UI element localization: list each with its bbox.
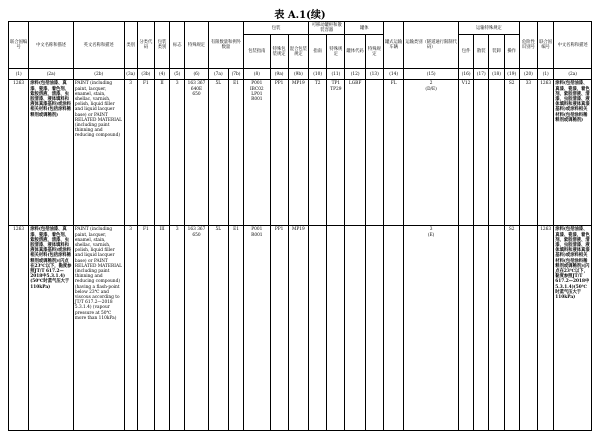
cell-tank-code: LGBF (345, 80, 365, 226)
cell-eq: E1 (228, 80, 243, 226)
cell-cn-r: 涂料(包括油漆、真漆、瓷漆、着色剂、紫胶溶液、清漆、虫胶清漆、液体填料和液体真漆基料)或涂料相关材料(包括涂料稀释剂或调稀剂) (554, 80, 592, 226)
transport-category: 3 (429, 227, 433, 233)
column-number-cell: (2b) (73, 69, 124, 80)
header-row-1 (9, 22, 592, 35)
cell-spp: PP1 (270, 80, 288, 226)
cell-op: S2 (504, 80, 519, 226)
cell-pg: II (154, 80, 169, 226)
cell-bulk (474, 226, 489, 431)
column-number-cell: (20) (519, 69, 537, 80)
header-un-number: 联合国编号 (9, 22, 29, 69)
header-packaging-group: 包装 (244, 22, 309, 35)
cell-un: 1263 (9, 226, 29, 431)
cell-eq: E1 (228, 226, 243, 431)
column-number-cell: (10) (309, 69, 327, 80)
cell-cls: 3 (124, 80, 137, 226)
header-tank-sub: 罐体 (345, 22, 384, 35)
header-packing-group: 包装类别 (154, 22, 169, 69)
cell-op: S2 (504, 226, 519, 431)
cell-t-sp: TP1 TP29 (327, 80, 345, 226)
table-row (9, 226, 592, 431)
cell-mix: MP19 (288, 80, 308, 226)
column-number-cell: (11) (327, 69, 345, 80)
column-number-cell: (9a) (270, 69, 288, 80)
cell-code: F1 (137, 226, 154, 431)
cell-tank-sp (365, 226, 383, 431)
column-number-cell: (14) (383, 69, 403, 80)
cell-tank-sp (365, 80, 383, 226)
header-tank-group: 可移动罐柜和散装容器 (309, 22, 345, 35)
cell-pi: P001 IBC02 LP01 R001 (244, 80, 270, 226)
cell-load (489, 80, 504, 226)
cell-t-inst (309, 226, 327, 431)
table-row (9, 80, 592, 226)
column-number-cell: (4) (154, 69, 169, 80)
header-cn-name: 中文名称和描述 (29, 22, 74, 69)
column-number-cell: (19) (504, 69, 519, 80)
column-number-cell: (16) (458, 69, 473, 80)
cell-hin: 33 (519, 80, 537, 226)
cell-pkg: V12 (458, 80, 473, 226)
header-special-group: 运输特殊规定 (458, 22, 519, 35)
column-number-cell: (3b) (137, 69, 154, 80)
cell-mix: MP19 (288, 226, 308, 431)
header-operation: 操作 (504, 35, 519, 69)
cell-lq: 5L (208, 226, 228, 431)
column-number-cell: (15) (404, 69, 459, 80)
column-number-cell: (6) (185, 69, 208, 80)
column-number-cell: (7a) (208, 69, 228, 80)
header-packing-instructions: 包装指南 (244, 35, 270, 69)
header-hazard-id: 危险性识别号 (519, 22, 537, 69)
header-limited-quantity: 有限数量和例外数量 (208, 22, 243, 69)
cell-en: PAINT (including paint, lacquer, enamel, stain, shellac, varnish, polish, liquid filler and liquid lacquer base) or PAINT RELATED MATERIAL (including paint thinning and reducing compound) (73, 80, 124, 226)
cell-t-inst: T2 (309, 80, 327, 226)
header-mixed-packing: 混合包装规定 (288, 35, 308, 69)
column-number-cell: (2a) (554, 69, 592, 80)
cell-code: F1 (137, 80, 154, 226)
cell-bulk (474, 80, 489, 226)
column-number-row (9, 69, 592, 80)
column-number-cell: (7b) (228, 69, 243, 80)
header-tank-code-special: 特殊规定 (365, 35, 383, 69)
header-tank-code: 罐体代码 (345, 35, 365, 69)
column-number-cell: (1) (538, 69, 554, 80)
cell-pi: P001 R001 (244, 226, 270, 431)
cell-pkg (458, 226, 473, 431)
header-bulk: 散装 (474, 35, 489, 69)
transport-category: 2 (429, 81, 433, 87)
header-tank-instructions: 指南 (309, 35, 327, 69)
column-number-cell: (12) (345, 69, 365, 80)
tunnel-code: (D/E) (425, 86, 437, 92)
header-special-packing: 特殊包装规定 (270, 35, 288, 69)
column-number-cell: (9b) (288, 69, 308, 80)
header-class-code: 分类代码 (137, 22, 154, 69)
cell-cat (404, 226, 459, 431)
cell-label: 3 (170, 226, 185, 431)
cell-lq: 5L (208, 80, 228, 226)
header-cn-name-right: 中文名称和描述 (554, 22, 592, 69)
cell-cls: 3 (124, 226, 137, 431)
header-special-provisions: 特殊规定 (185, 22, 208, 69)
column-number-cell: (3a) (124, 69, 137, 80)
column-number-cell: (2a) (29, 69, 74, 80)
cell-pg: III (154, 226, 169, 431)
column-number-cell: (13) (365, 69, 383, 80)
header-transport-category: 运输类别（隧道通行限制代码） (404, 22, 459, 69)
cell-un-r: 1263 (538, 80, 554, 226)
cell-en: PAINT (including paint, lacquer, enamel, stain, shellac, varnish, polish, liquid filler and liquid lacquer base) or PAINT RELATED MATERIAL (including paint thinning and reducing compound) (having a flash-point below 23℃ and viscous according to JT/T 617.2—2018 5.3.1.4) (vapour pressure at 50℃ more than 110kPa) (73, 226, 124, 431)
cell-sp: 163 367 650 (185, 226, 208, 431)
column-number-cell: (8) (244, 69, 270, 80)
cell-un: 1263 (9, 80, 29, 226)
cell-vehicle: FL (383, 80, 403, 226)
header-package: 包件 (458, 35, 473, 69)
cell-spp: PP1 (270, 226, 288, 431)
cell-sp: 163 367 640E 650 (185, 80, 208, 226)
header-en-name: 英文名称和描述 (73, 22, 124, 69)
cell-vehicle (383, 226, 403, 431)
header-tank-special: 特殊规定 (327, 35, 345, 69)
column-number-cell: (5) (170, 69, 185, 80)
page-title: 表 A.1(续) (274, 10, 326, 21)
cell-load (489, 226, 504, 431)
column-number-cell: (1) (9, 69, 29, 80)
column-number-cell: (17) (474, 69, 489, 80)
cell-cn: 涂料(包括油漆、真漆、瓷漆、着色剂、紫胶溶液、清漆、虫胶清漆、液体填料和液体真漆基料)或涂料相关材料(包括涂料稀释剂或调稀剂)(闪点在23℃以下，黏度参照JT/T 617.2—2018中5.3.1.4)(50℃时蒸气压大于110kPa) (29, 226, 74, 431)
cell-label: 3 (170, 80, 185, 226)
header-class: 类别 (124, 22, 137, 69)
tunnel-code: (E) (427, 232, 435, 238)
header-un-number-right: 联合国编号 (538, 22, 554, 69)
cell-cn: 涂料(包括油漆、真漆、瓷漆、着色剂、紫胶溶液、清漆、虫胶清漆、液体填料和液体真漆基料)或涂料相关材料(包括涂料稀释剂或调稀剂) (29, 80, 74, 226)
header-tank-vehicle: 罐式运输车辆 (383, 22, 403, 69)
cell-hin (519, 226, 537, 431)
header-label: 标志 (170, 22, 185, 69)
cell-un-r: 1263 (538, 226, 554, 431)
dangerous-goods-table (8, 21, 592, 431)
column-number-cell: (18) (489, 69, 504, 80)
cell-tank-code (345, 226, 365, 431)
cell-cn-r: 涂料(包括油漆、真漆、瓷漆、着色剂、紫胶溶液、清漆、虫胶清漆、液体填料和液体真漆基料)或涂料相关材料(包括涂料稀释剂或调稀剂)(闪点在23℃以下，黏度参照JT/T 617.2—2018中5.3.1.4)(50℃时蒸气压大于110kPa) (554, 226, 592, 431)
cell-t-sp (327, 226, 345, 431)
header-loading: 装卸 (489, 35, 504, 69)
cell-cat (404, 80, 459, 226)
